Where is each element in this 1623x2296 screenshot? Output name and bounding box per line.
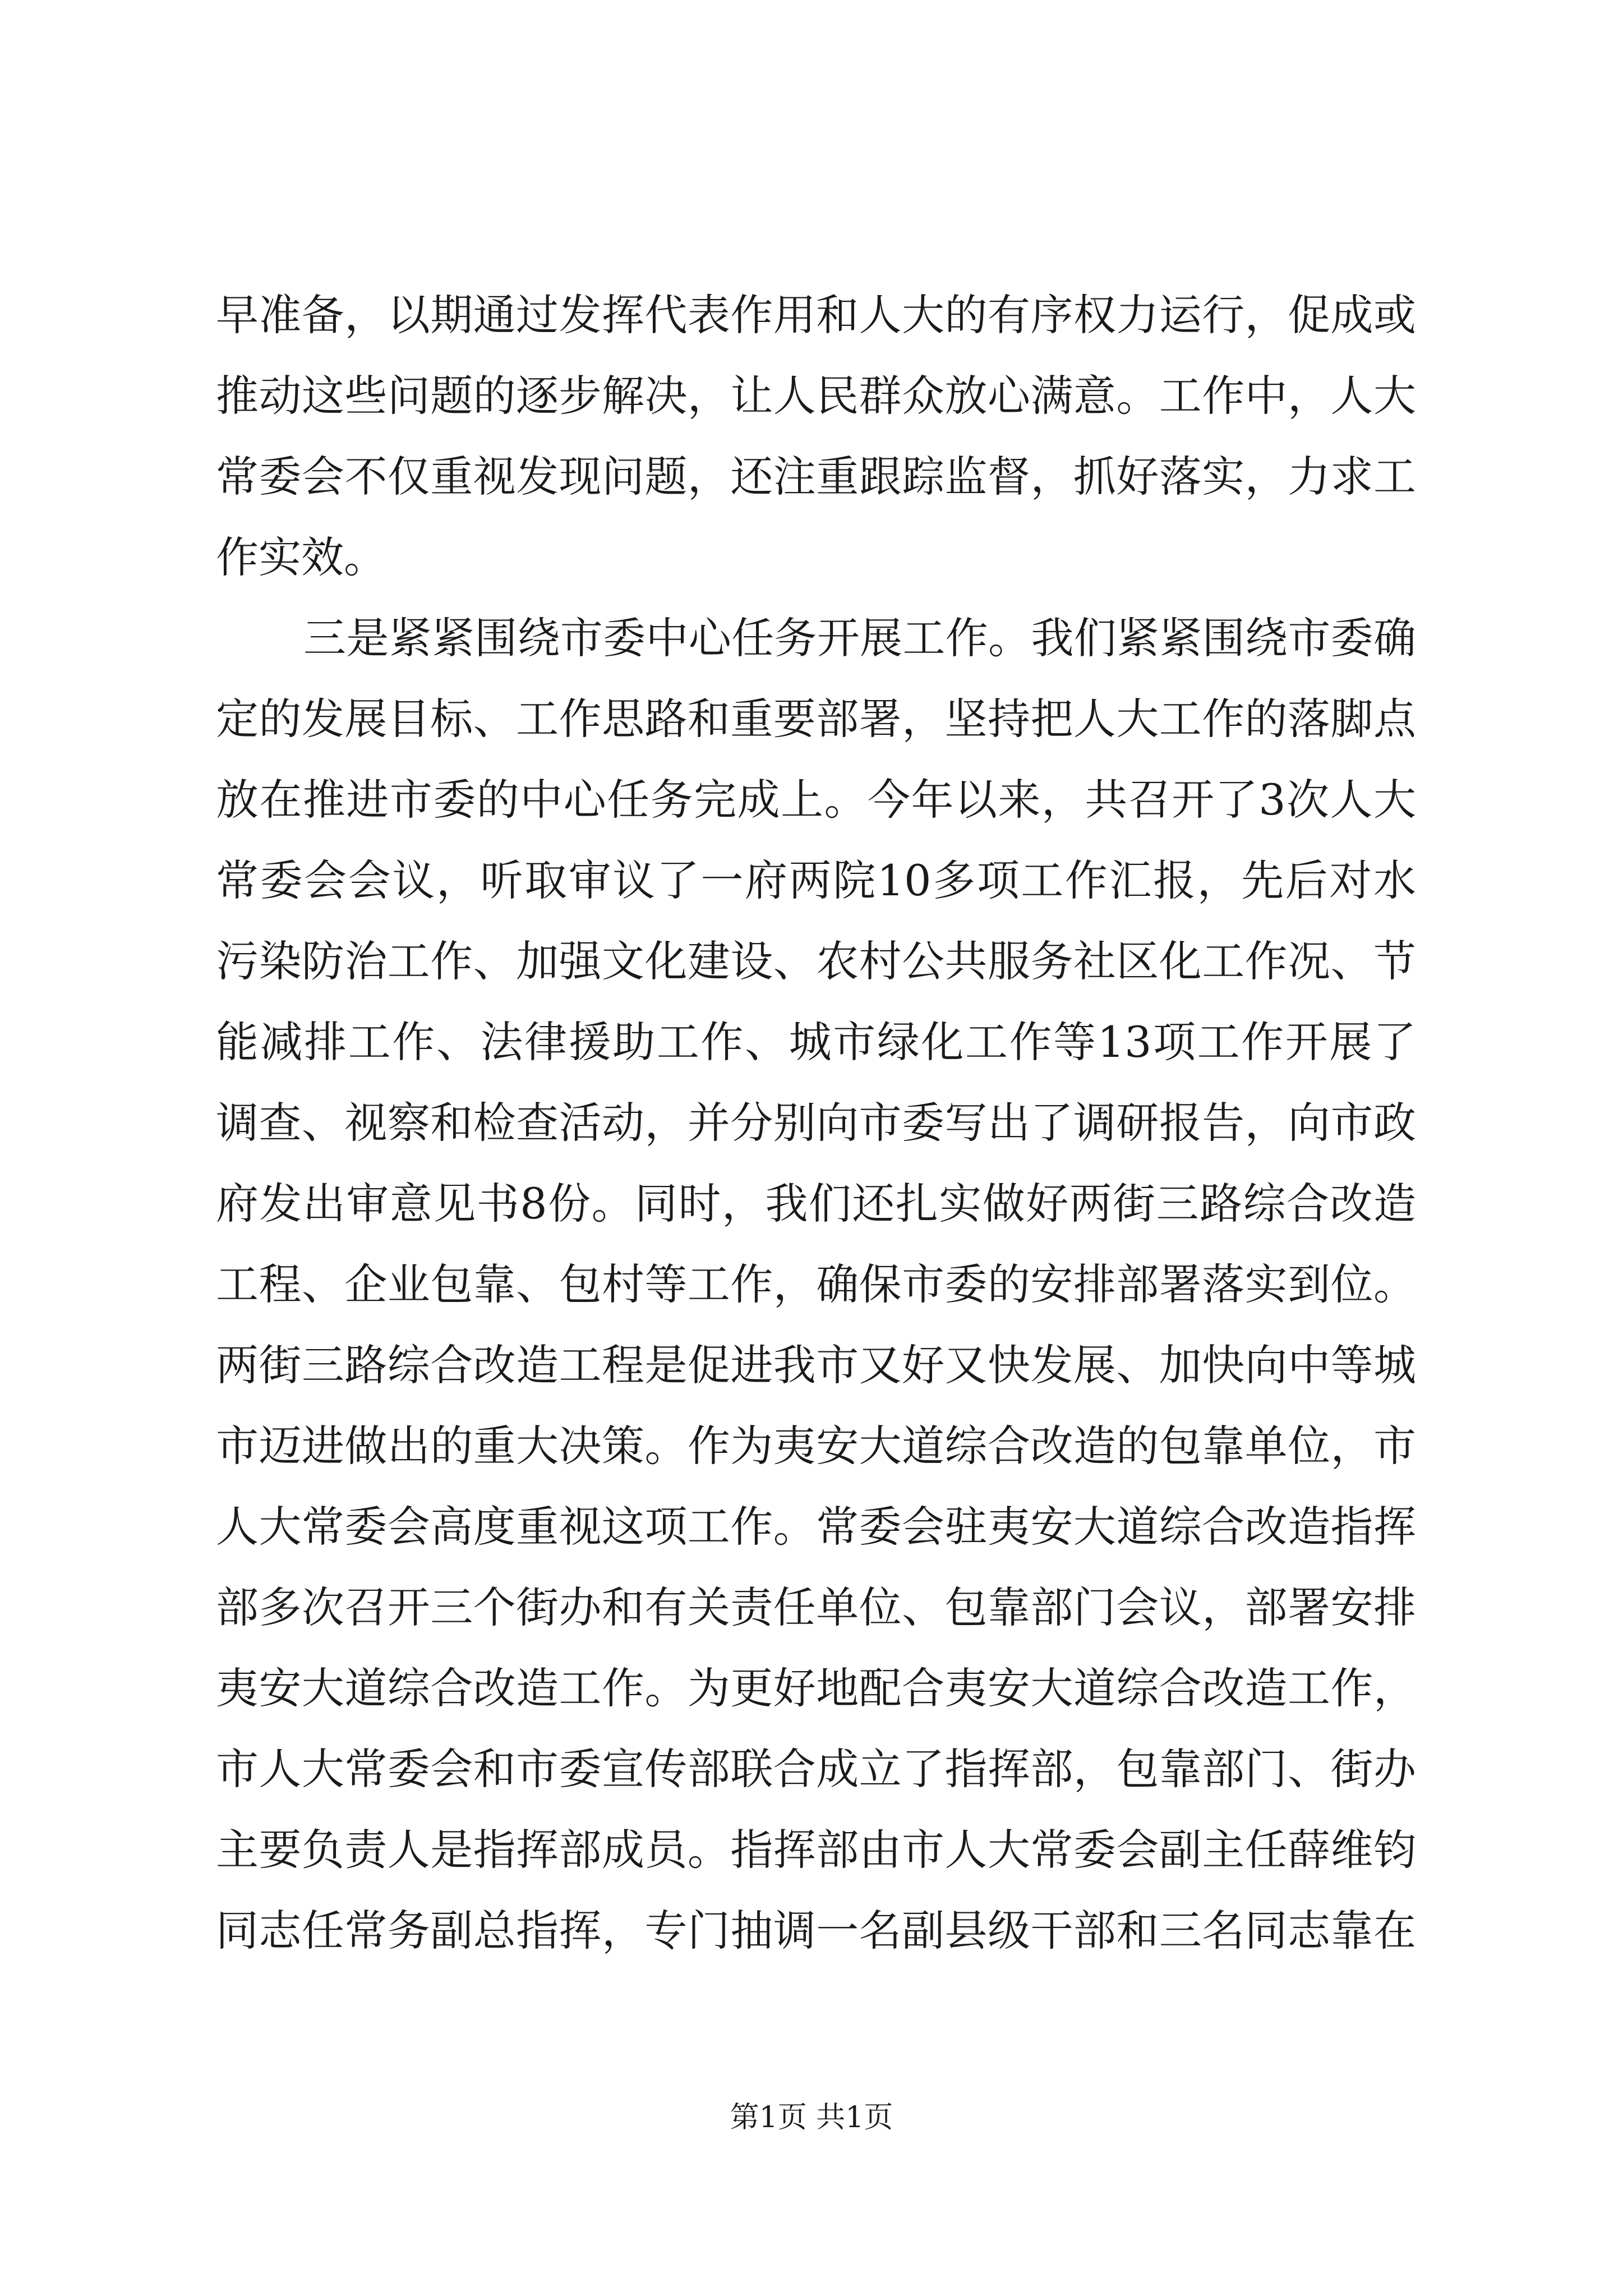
text-line: 主要负责人是指挥部成员。指挥部由市人大常委会副主任薛维钧 — [216, 1825, 1416, 1875]
text-line: 部多次召开三个街办和有关责任单位、包靠部门会议，部署安排 — [216, 1582, 1416, 1632]
text-line: 推动这些问题的逐步解决，让人民群众放心满意。工作中，人大 — [216, 371, 1416, 421]
text-line: 两街三路综合改造工程是促进我市又好又快发展、加快向中等城 — [216, 1340, 1416, 1390]
page-number: 第1页 共1页 — [730, 2101, 893, 2134]
text-line: 市人大常委会和市委宣传部联合成立了指挥部，包靠部门、街办 — [216, 1744, 1416, 1794]
text-line: 三是紧紧围绕市委中心任务开展工作。我们紧紧围绕市委确 — [303, 613, 1416, 663]
text-line: 府发出审意见书8份。同时，我们还扎实做好两街三路综合改造 — [216, 1179, 1416, 1228]
text-line: 工程、企业包靠、包村等工作，确保市委的安排部署落实到位。 — [216, 1259, 1416, 1309]
text-line: 能减排工作、法律援助工作、城市绿化工作等13项工作开展了 — [216, 1017, 1416, 1067]
text-line: 污染防治工作、加强文化建设、农村公共服务社区化工作况、节 — [216, 936, 1416, 986]
document-body — [216, 275, 1416, 1971]
text-line: 同志任常务副总指挥，专门抽调一名副县级干部和三名同志靠在 — [216, 1906, 1416, 1955]
page-footer — [0, 2098, 1623, 2137]
text-line: 作实效。 — [216, 532, 386, 582]
text-line: 夷安大道综合改造工作。为更好地配合夷安大道综合改造工作， — [216, 1663, 1416, 1713]
text-line: 常委会会议，听取审议了一府两院10多项工作汇报，先后对水 — [216, 855, 1416, 905]
text-line: 常委会不仅重视发现问题，还注重跟踪监督，抓好落实，力求工 — [216, 452, 1416, 501]
text-line: 早准备，以期通过发挥代表作用和人大的有序权力运行，促成或 — [216, 290, 1416, 340]
text-line: 定的发展目标、工作思路和重要部署，坚持把人大工作的落脚点 — [216, 694, 1416, 744]
text-line: 市迈进做出的重大决策。作为夷安大道综合改造的包靠单位，市 — [216, 1421, 1416, 1471]
text-line: 人大常委会高度重视这项工作。常委会驻夷安大道综合改造指挥 — [216, 1502, 1416, 1552]
text-line: 调查、视察和检查活动，并分别向市委写出了调研报告，向市政 — [216, 1098, 1416, 1148]
text-line: 放在推进市委的中心任务完成上。今年以来，共召开了3次人大 — [216, 775, 1416, 825]
